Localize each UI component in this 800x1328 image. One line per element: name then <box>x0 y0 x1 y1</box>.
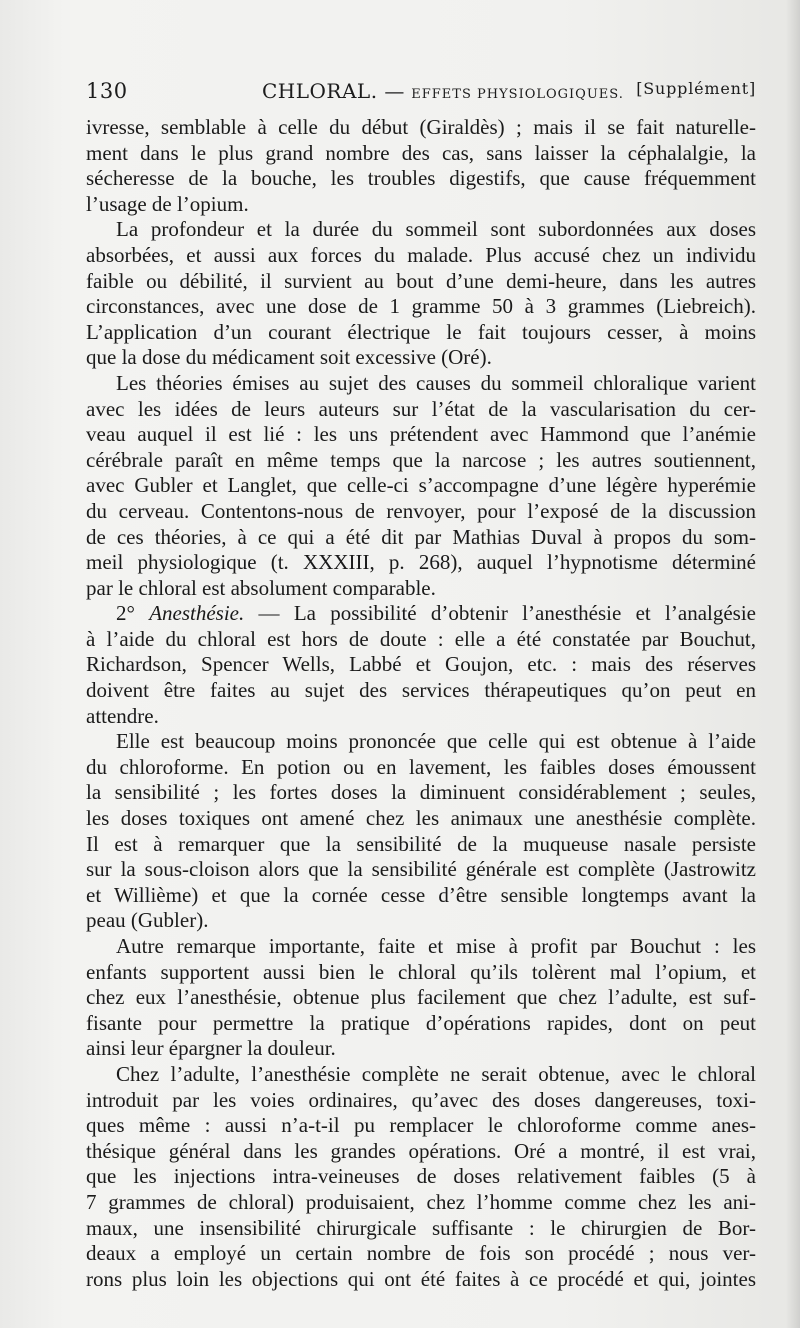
text-line: maux, une insensibilité chirurgicale suffisante : le chirurgien de Bor- <box>86 1215 756 1240</box>
text-line: chez eux l’anesthésie, obtenue plus facilement que chez l’adulte, est suf- <box>86 985 756 1010</box>
text-line: sur la sous-cloison alors que la sensibilité générale est complète (Jastrowitz <box>86 857 756 882</box>
text-line: veau auquel il est lié : les uns prétendent avec Hammond que l’anémie <box>86 422 756 447</box>
text-line: meil physiologique (t. XXXIII, p. 268), auquel l’hypnotisme déterminé <box>86 550 756 575</box>
text-line: L’application d’un courant électrique le fait toujours cesser, à moins <box>86 319 756 344</box>
body-text <box>86 115 756 1292</box>
text-line: Chez l’adulte, l’anesthésie complète ne serait obtenue, avec le chloral <box>116 1061 756 1086</box>
text-line: par le chloral est absolument comparable. <box>86 575 436 600</box>
text-line: ivresse, semblable à celle du début (Giraldès) ; mais il se fait naturelle- <box>86 115 756 139</box>
text-line: ques même : aussi n’a-t-il pu remplacer le chloroforme comme anes- <box>86 1113 756 1138</box>
section-label: [Supplément] <box>636 79 756 98</box>
text-line: de ces théories, à ce qui a été dit par Mathias Duval à propos du som- <box>86 524 756 549</box>
text-segment: — La possibilité d’obtenir l’anesthésie et l’analgésie <box>244 601 756 626</box>
text-line: absorbées, et aussi aux forces du malade. Plus accusé chez un individu <box>86 242 756 267</box>
text-line: Il est à remarquer que la sensibilité de la muqueuse nasale persiste <box>86 831 756 856</box>
text-line: thésique général dans les grandes opérations. Oré a montré, il est vrai, <box>86 1138 756 1163</box>
text-line: fisante pour permettre la pratique d’opérations rapides, dont on peut <box>86 1010 756 1035</box>
running-title-sub: EFFETS PHYSIOLOGIQUES. <box>411 87 624 102</box>
text-line: et Willième) et que la cornée cesse d’être sensible longtemps avant la <box>86 882 756 907</box>
page-edge-shadow <box>786 0 800 1328</box>
text-line <box>86 601 756 627</box>
text-line: avec les idées de leurs auteurs sur l’état de la vascularisation du cer- <box>86 396 756 421</box>
text-line: sécheresse de la bouche, les troubles digestifs, que cause fréquemment <box>86 166 756 191</box>
text-line: Richardson, Spencer Wells, Labbé et Goujon, etc. : mais des réserves <box>86 652 756 677</box>
text-line: ment dans le plus grand nombre des cas, sans laisser la céphalalgie, la <box>86 140 756 165</box>
text-line: que les injections intra-veineuses de doses relativement faibles (5 à <box>86 1164 756 1189</box>
text-line: du cerveau. Contentons-nous de renvoyer, pour l’exposé de la discussion <box>86 498 756 523</box>
text-line: 7 grammes de chloral) produisaient, chez l’homme comme chez les ani- <box>86 1189 756 1214</box>
text-line: que la dose du médicament soit excessive (Oré). <box>86 345 492 370</box>
running-header <box>86 79 756 109</box>
text-line: cérébrale paraît en même temps que la narcose ; les autres soutiennent, <box>86 447 756 472</box>
text-line: Autre remarque importante, faite et mise à profit par Bouchut : les <box>116 934 756 958</box>
section-heading-italic: Anesthésie. <box>149 601 245 626</box>
text-line: attendre. <box>86 703 159 728</box>
text-line: avec Gubler et Langlet, que celle-ci s’accompagne d’une légère hyperémie <box>86 473 756 498</box>
text-line: Elle est beaucoup moins prononcée que celle qui est obtenue à l’aide <box>116 729 756 754</box>
text-line: l’usage de l’opium. <box>86 191 249 216</box>
text-segment: 2° <box>116 601 150 626</box>
text-line: à l’aide du chloral est hors de doute : elle a été constatée par Bouchut, <box>86 626 756 651</box>
text-line: enfants supportent aussi bien le chloral qu’ils tolèrent mal l’opium, et <box>86 959 756 984</box>
text-line: peau (Gubler). <box>86 908 209 933</box>
text-line: faible ou débilité, il survient au bout d’une demi-heure, dans les autres <box>86 268 756 293</box>
text-line: la sensibilité ; les fortes doses la diminuent considérablement ; seules, <box>86 780 756 805</box>
running-title-main: CHLORAL. — <box>262 79 405 103</box>
text-line: circonstances, avec une dose de 1 gramme 50 à 3 grammes (Liebreich). <box>86 294 756 319</box>
page-number: 130 <box>86 79 128 103</box>
text-line: La profondeur et la durée du sommeil sont subordonnées aux doses <box>116 217 756 242</box>
text-line: rons plus loin les objections qui ont été faites à ce procédé et qui, jointes <box>86 1266 756 1291</box>
text-line: les doses toxiques ont amené chez les animaux une anesthésie complète. <box>86 806 756 831</box>
text-line: deaux a employé un certain nombre de fois son procédé ; nous ver- <box>86 1241 756 1266</box>
text-line: doivent être faites au sujet des services thérapeutiques qu’on peut en <box>86 678 756 703</box>
text-line: Les théories émises au sujet des causes du sommeil chloralique varient <box>116 370 756 395</box>
text-line: introduit par les voies ordinaires, qu’avec des doses dangereuses, toxi- <box>86 1087 756 1112</box>
text-line: du chloroforme. En potion ou en lavement, les faibles doses émoussent <box>86 754 756 779</box>
running-title <box>262 79 624 103</box>
text-line: ainsi leur épargner la douleur. <box>86 1036 336 1061</box>
